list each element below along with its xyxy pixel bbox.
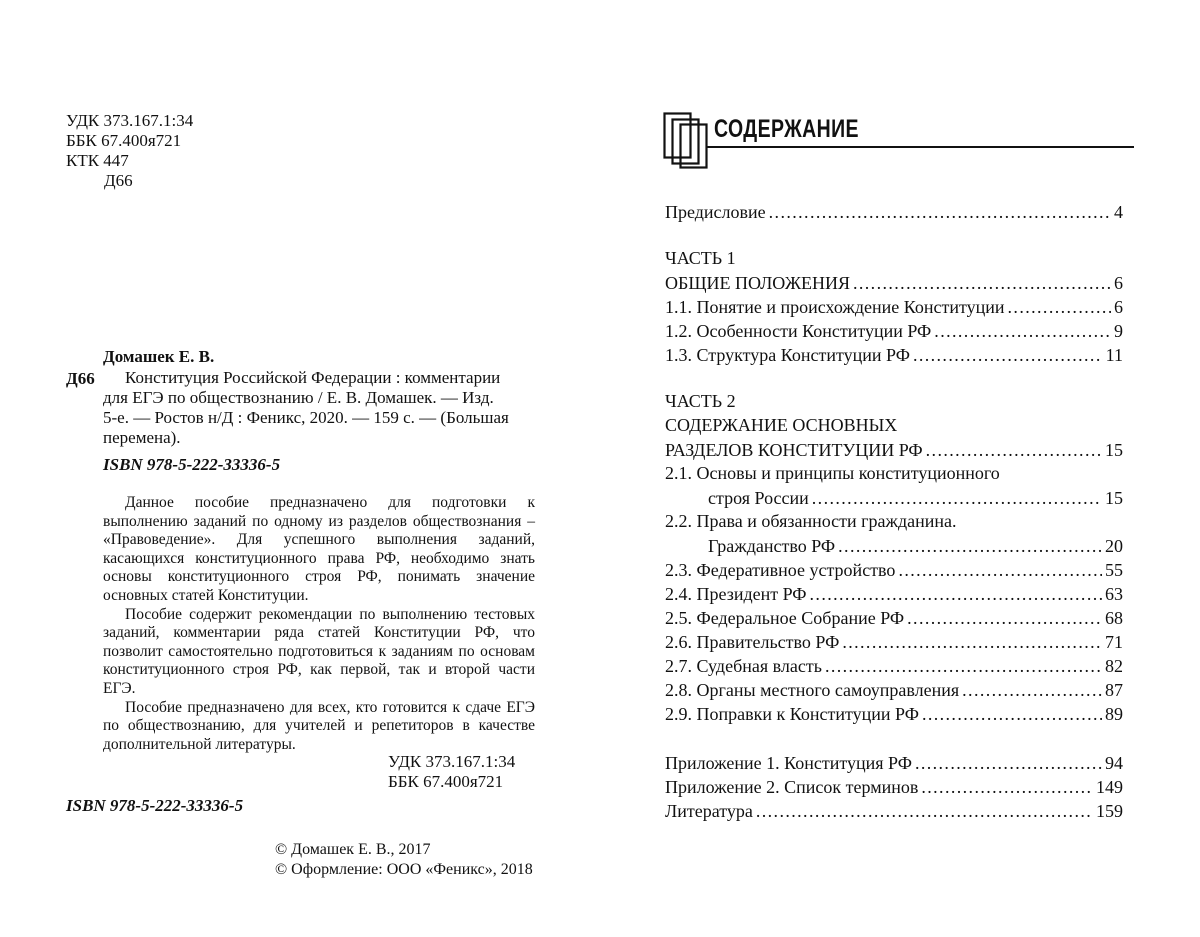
toc-entry: [665, 629, 1123, 653]
toc-entry: [665, 342, 1123, 366]
toc-entry-page: 4: [1114, 202, 1123, 222]
toc-entry-page: 20: [1105, 536, 1123, 556]
toc-entry: [665, 294, 1123, 318]
toc-entry: [665, 653, 1123, 677]
toc-entry-page: 71: [1105, 632, 1123, 652]
toc-entry-title: 2.3. Федеративное устройство: [665, 560, 896, 580]
isbn-bottom: ISBN 978-5-222-33336-5: [66, 796, 244, 815]
description-line: Конституция Российской Федерации : комментарии: [125, 368, 501, 387]
copyright-author: © Домашек Е. В., 2017: [275, 841, 431, 858]
toc-entry-page: 82: [1105, 656, 1123, 676]
toc-entry: [665, 798, 1123, 822]
description-line: для ЕГЭ по обществознанию / Е. В. Домашек. — Изд.: [103, 388, 494, 407]
dot-leader: [921, 777, 1093, 798]
toc-entry: [665, 557, 1123, 581]
dot-leader: [756, 801, 1093, 822]
toc-entry-title: 2.9. Поправки к Конституции РФ: [665, 704, 919, 724]
copyright-design: © Оформление: ООО «Феникс», 2018: [275, 861, 533, 878]
toc-entry: [708, 485, 1123, 509]
toc-entry: [708, 533, 1123, 557]
dot-leader: [769, 202, 1111, 223]
dot-leader: [853, 273, 1111, 294]
bbk-code: ББК 67.400я721: [66, 131, 182, 150]
dot-leader: [915, 753, 1102, 774]
dot-leader: [934, 321, 1111, 342]
toc-entry-page: 6: [1114, 273, 1123, 293]
udk-code: УДК 373.167.1:34: [66, 111, 194, 130]
toc-entry: [665, 318, 1123, 342]
toc-entry-title: РАЗДЕЛОВ КОНСТИТУЦИИ РФ: [665, 440, 923, 460]
dot-leader: [926, 440, 1102, 461]
section-heading: 2.2. Права и обязанности гражданина.: [665, 511, 957, 531]
toc-entry: [665, 605, 1123, 629]
dot-leader: [913, 345, 1103, 366]
toc-entry-title: ОБЩИЕ ПОЛОЖЕНИЯ: [665, 273, 850, 293]
toc-entry-page: 6: [1114, 297, 1123, 317]
dot-leader: [907, 608, 1102, 629]
part-heading: ЧАСТЬ 1: [665, 248, 736, 268]
dot-leader: [842, 632, 1102, 653]
toc-entry-title: 2.6. Правительство РФ: [665, 632, 840, 652]
toc-entry-page: 11: [1105, 345, 1123, 365]
toc-entry-title: 2.4. Президент РФ: [665, 584, 807, 604]
copyright: [275, 840, 533, 880]
contents-title: СОДЕРЖАНИЕ: [714, 115, 859, 143]
toc-entry-page: 94: [1105, 753, 1123, 773]
author-name: Домашек Е. В.: [103, 347, 215, 366]
toc-entry-title: 2.5. Федеральное Собрание РФ: [665, 608, 905, 628]
toc-entry-page: 15: [1105, 440, 1123, 460]
dot-leader: [922, 704, 1102, 725]
classification-codes: [66, 111, 193, 191]
author-mark: Д66: [104, 171, 133, 190]
dot-leader: [962, 680, 1102, 701]
dot-leader: [838, 536, 1102, 557]
dot-leader: [898, 560, 1102, 581]
toc-entry: [665, 199, 1123, 223]
toc-entry-title: 1.3. Структура Конституции РФ: [665, 345, 910, 365]
toc-entry-title: 1.2. Особенности Конституции РФ: [665, 321, 932, 341]
description-line: перемена).: [103, 428, 181, 447]
toc-entry-page: 9: [1114, 321, 1123, 341]
toc-entry-title: 2.8. Органы местного самоуправления: [665, 680, 960, 700]
toc-entry-page: 68: [1105, 608, 1123, 628]
toc-entry: [665, 581, 1123, 605]
bbk-code-bottom: ББК 67.400я721: [388, 772, 504, 791]
toc-entry-page: 87: [1105, 680, 1123, 700]
part-heading: СОДЕРЖАНИЕ ОСНОВНЫХ: [665, 415, 898, 435]
toc-entry-title: 1.1. Понятие и происхождение Конституции: [665, 297, 1005, 317]
annotation-paragraph: Пособие предназначено для всех, кто готовится к сдаче ЕГЭ по обществознанию, для учителей и репетиторов в качестве дополнительной литературы.: [103, 698, 535, 753]
toc-entry: [665, 750, 1123, 774]
section-heading: 2.1. Основы и принципы конституционного: [665, 463, 1000, 483]
toc-entry-page: 63: [1105, 584, 1123, 604]
dot-leader: [825, 656, 1102, 677]
dot-leader: [812, 488, 1102, 509]
toc-entry-title: 2.7. Судебная власть: [665, 656, 822, 676]
toc-entry: [665, 774, 1123, 798]
toc-entry-page: 159: [1096, 801, 1123, 821]
annotation-paragraph: Пособие содержит рекомендации по выполнению тестовых заданий, комментарии ряда статей Конституции РФ, что позволит самостоятельно подготовиться к заданиям по основам конституционного строя РФ, как первой, так и второй части ЕГЭ.: [103, 605, 535, 697]
toc-entry-title: строя России: [708, 488, 809, 508]
contents-logo-icon: [663, 112, 709, 170]
part-heading: ЧАСТЬ 2: [665, 391, 736, 411]
annotation: [103, 494, 535, 754]
toc-entry-page: 89: [1105, 704, 1123, 724]
bottom-codes: [388, 752, 515, 792]
toc-entry-title: Гражданство РФ: [708, 536, 836, 556]
isbn-top: ISBN 978-5-222-33336-5: [103, 455, 281, 474]
description-line: 5-е. — Ростов н/Д : Феникс, 2020. — 159 с. — (Большая: [103, 408, 509, 427]
toc-entry-title: Приложение 2. Список терминов: [665, 777, 919, 797]
toc-entry: [665, 701, 1123, 725]
bibliographic-description: [103, 368, 533, 448]
toc-entry-page: 149: [1096, 777, 1123, 797]
toc-entry-title: Литература: [665, 801, 753, 821]
annotation-paragraph: Данное пособие предназначено для подготовки к выполнению заданий по одному из разделов обществознания – «Правоведение». Для успешного выполнения заданий, касающихся конституционного права РФ, необходимо знать основы конституционного строя РФ, понимать значение основных статей Конституции.: [103, 494, 535, 604]
ktk-code: КТК 447: [66, 151, 129, 170]
dot-leader: [810, 584, 1102, 605]
toc-entry-page: 55: [1105, 560, 1123, 580]
toc-entry: [665, 270, 1123, 294]
toc-entry-page: 15: [1105, 488, 1123, 508]
shelf-mark: Д66: [66, 369, 95, 388]
title-rule: [706, 146, 1134, 148]
toc-entry: [665, 437, 1123, 461]
toc-entry-title: Приложение 1. Конституция РФ: [665, 753, 912, 773]
toc-entry: [665, 677, 1123, 701]
dot-leader: [1008, 297, 1111, 318]
udk-code-bottom: УДК 373.167.1:34: [388, 752, 516, 771]
toc-entry-title: Предисловие: [665, 202, 766, 222]
